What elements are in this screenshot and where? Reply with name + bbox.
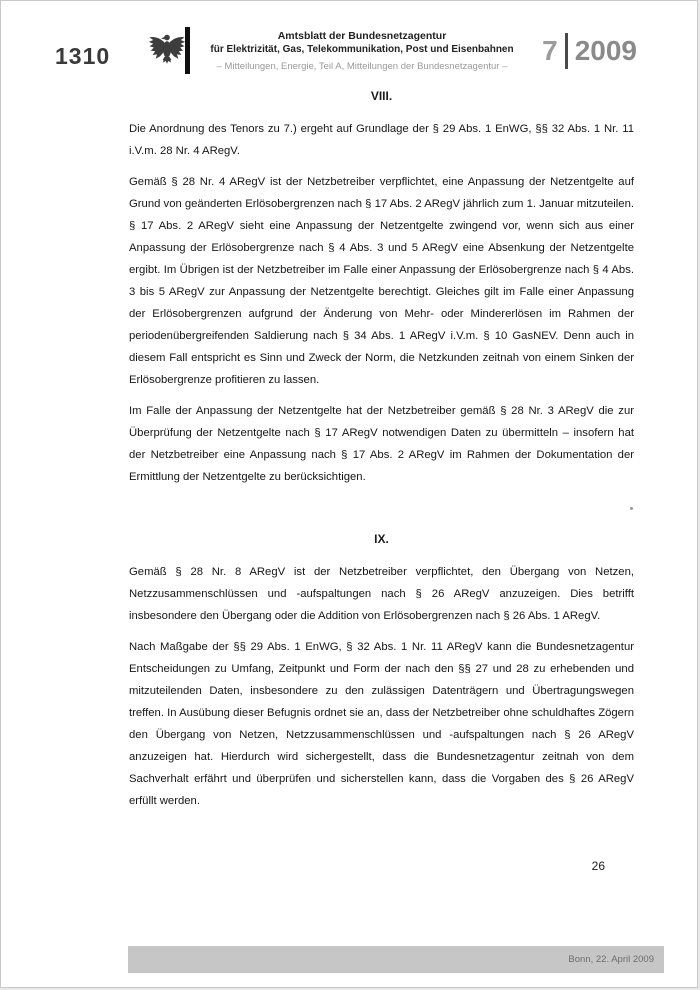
footer-date-line: Bonn, 22. April 2009 (568, 954, 654, 965)
paragraph: Gemäß § 28 Nr. 8 ARegV ist der Netzbetreiber verpflichtet, den Übergang von Netzen, Netzzusammenschlüssen und -aufspaltungen nach § 26 ARegV anzuzeigen. Dies betrifft insbesondere den Übergang oder die Addition von Erlösobergrenzen nach § 26 Abs. 1 ARegV. (129, 566, 634, 622)
issue-divider-bar (565, 33, 568, 69)
footer-bar (128, 946, 664, 973)
bundesadler-eagle-icon (147, 25, 187, 75)
gazette-page-number: 1310 (55, 43, 111, 69)
section-heading-ix: IX. (374, 532, 389, 546)
paragraph: Gemäß § 28 Nr. 4 ARegV ist der Netzbetreiber verpflichtet, eine Anpassung der Netzentgelte auf Grund von geänderten Erlösobergrenzen nach § 17 Abs. 2 ARegV jährlich zum 1. Januar mitzuteilen. § 17 Abs. 2 ARegV sieht eine Anpassung der Netzentgelte zwingend vor, wenn sich aus einer Anpassung der Erlösobergrenze nach § 4 Abs. 3 und 5 ARegV eine Absenkung der Netzentgelte ergibt. Im Übrigen ist der Netzbetreiber im Falle einer Anpassung der Erlösobergrenze nach § 4 Abs. 3 bis 5 ARegV zur Anpassung der Netzentgelte berechtigt. Gleiches gilt im Falle einer Anpassung der Erlösobergrenzen aufgrund der Änderung von Mehr- oder Mindererlösen im Rahmen der periodenübergreifenden Saldierung nach § 34 Abs. 1 ARegV i.V.m. § 10 GasNEV. Denn auch in diesem Fall entspricht es Sinn und Zweck der Norm, die Netzkunden zeitnah von einem Sinken der Erlösobergrenze profitieren zu lassen. (129, 176, 634, 386)
logo-divider-bar (185, 27, 190, 74)
issue-info (542, 33, 637, 69)
document-page-number: 26 (591, 859, 605, 873)
scan-artifact-dot (630, 507, 633, 510)
paragraph: Nach Maßgabe der §§ 29 Abs. 1 EnWG, § 32 Abs. 1 Nr. 11 ARegV kann die Bundesnetzagentur Entscheidungen zu Umfang, Zeitpunkt und Form der nach den §§ 27 und 28 zu erhebenden und mitzuteilenden Daten, insbesondere zu den zulässigen Datenträgern und Übertragungswegen treffen. In Ausübung dieser Befugnis ordnet sie an, dass der Netzbetreiber ohne schuldhaftes Zögern den Übergang von Netzen, Netzzusammenschlüssen und -aufspaltungen nach § 26 ARegV anzuzeigen hat. Hierdurch wird sichergestellt, dass die Bundesnetzagentur zeitnah von dem Sachverhalt erfährt und überprüfen und sicherstellen kann, dass die Vorgaben des § 26 ARegV erfüllt werden. (129, 641, 634, 807)
issue-number: 7 (542, 35, 558, 66)
masthead-title-line3: – Mitteilungen, Energie, Teil A, Mitteilungen der Bundesnetzagentur – (216, 61, 508, 72)
masthead (197, 29, 527, 74)
issue-year: 2009 (574, 35, 637, 66)
paragraph: Im Falle der Anpassung der Netzentgelte hat der Netzbetreiber gemäß § 28 Nr. 3 ARegV die zur Überprüfung der Netzentgelte nach § 17 ARegV notwendigen Daten zu übermitteln – insofern hat der Netzbetreiber eine Anpassung nach § 17 Abs. 2 ARegV im Rahmen der Dokumentation der Ermittlung der Netzentgelte zu berücksichtigen. (129, 405, 634, 483)
masthead-title-line2: für Elektrizität, Gas, Telekommunikation, Post und Eisenbahnen (210, 44, 514, 55)
section-heading-viii: VIII. (370, 89, 393, 103)
paragraph: Die Anordnung des Tenors zu 7.) ergeht auf Grundlage der § 29 Abs. 1 EnWG, §§ 32 Abs. 1 Nr. 11 i.V.m. 28 Nr. 4 ARegV. (129, 123, 634, 157)
document-body (129, 89, 634, 821)
masthead-title-line1: Amtsblatt der Bundesnetzagentur (277, 30, 447, 42)
